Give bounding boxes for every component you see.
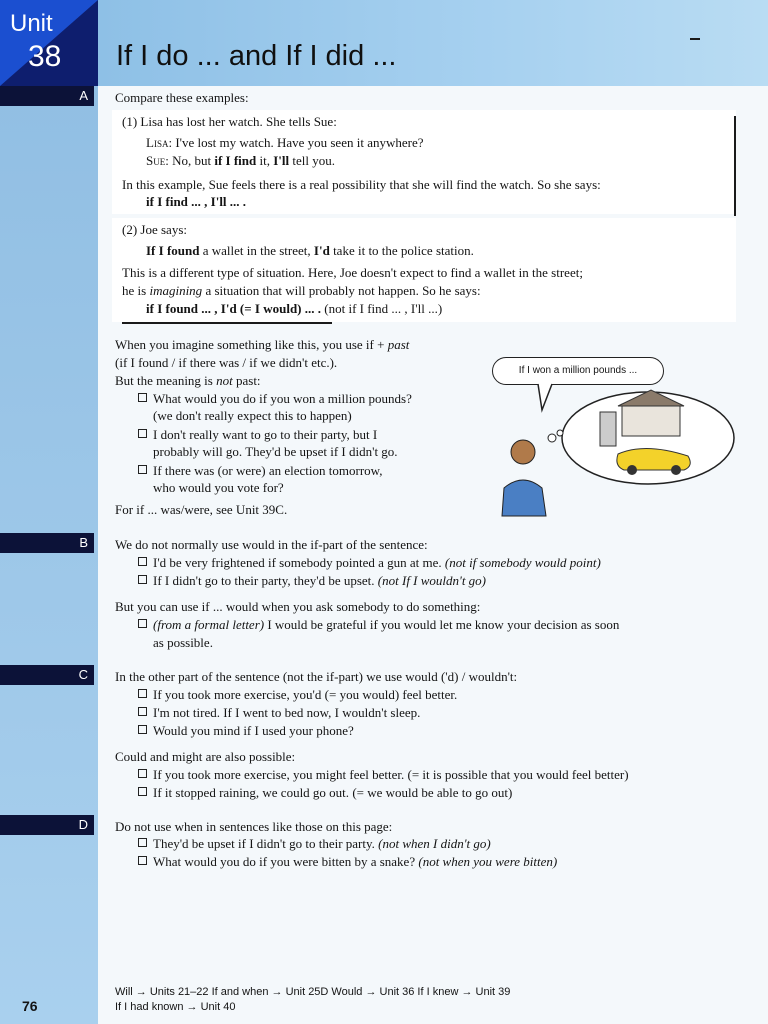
bulletA3-text: If there was (or were) an election tomorrow, <box>153 463 383 478</box>
bulletC5-text: If it stopped raining, we could go out. <box>153 785 350 800</box>
panel2-rule <box>122 322 332 324</box>
dialogue-lisa <box>146 134 424 152</box>
sue-bold2: I'll <box>273 153 290 168</box>
example1-explain: In this example, Sue feels there is a real possibility that she will find the watch. So she says: <box>122 177 601 192</box>
bullet-icon <box>138 856 147 865</box>
bullet-icon <box>138 769 147 778</box>
see-also: For if ... was/were, see Unit 39C. <box>115 502 288 517</box>
past1-pre: When you imagine something like this, you use if + <box>115 337 388 352</box>
example2-label: (2) Joe says: <box>122 222 187 237</box>
bulletB3 <box>138 616 619 634</box>
section-label-d: D <box>0 815 94 835</box>
bulletB1-note: (not if somebody would point) <box>444 555 601 570</box>
bullet-icon <box>138 557 147 566</box>
bulletD2-text: What would you do if you were bitten by a snake? <box>153 854 416 869</box>
sidebar <box>0 0 98 1024</box>
bulletC5 <box>138 784 512 802</box>
bullet-icon <box>138 725 147 734</box>
cross-reference-line1: Will → Units 21–22 If and when → Unit 25D Would → Unit 36 If I knew → Unit 39 <box>115 986 511 998</box>
house-icon <box>622 404 680 436</box>
ex2e-i: imagining <box>149 283 203 298</box>
bulletD1 <box>138 835 491 853</box>
bulletA1-text: What would you do if you won a million pounds? <box>153 391 412 406</box>
ex2-pre: If I found <box>146 243 200 258</box>
thought-dot <box>557 430 563 436</box>
ex2e-pre: he is <box>122 283 150 298</box>
joe-head-icon <box>511 440 535 464</box>
sectionC-intro: In the other part of the sentence (not the if-part) we use would ('d) / wouldn't: <box>115 669 518 684</box>
sectionB-but: But you can use if ... would when you ask somebody to do something: <box>115 599 481 614</box>
ex2-not: (not if I find ... , I'll ...) <box>324 301 443 316</box>
gate-post-icon <box>600 412 616 446</box>
example2-pattern-line <box>146 300 442 318</box>
example1-pattern: if I find ... , I'll ... . <box>146 194 247 209</box>
past3-post: past: <box>232 373 261 388</box>
bulletB3-italic: (from a formal letter) <box>153 617 265 632</box>
bulletA2-cont: probably will go. They'd be upset if I didn't go. <box>153 444 398 459</box>
thought-dot <box>548 434 556 442</box>
bulletC4 <box>138 766 629 784</box>
bulletC5-note: (= we would be able to go out) <box>352 785 513 800</box>
bulletB2-text: If I didn't go to their party, they'd be upset. <box>153 573 375 588</box>
header-mark <box>690 38 700 40</box>
bulletD1-text: They'd be upset if I didn't go to their party. <box>153 836 375 851</box>
section-label-b: B <box>0 533 94 553</box>
bulletD2-note: (not when you were bitten) <box>418 854 558 869</box>
section-label-a: A <box>0 86 94 106</box>
bulletC2 <box>138 704 420 722</box>
sectionD-intro: Do not use when in sentences like those on this page: <box>115 819 393 834</box>
past3-i: not <box>216 373 233 388</box>
bulletC2-text: I'm not tired. If I went to bed now, I wouldn't sleep. <box>153 705 421 720</box>
bulletA2-text: I don't really want to go to their party, but I <box>153 427 378 442</box>
unit-badge <box>0 0 98 86</box>
lisa-line: I've lost my watch. Have you seen it anywhere? <box>175 135 424 150</box>
past-line2: (if I found / if there was / if we didn't etc.). <box>115 355 338 370</box>
illustration-daydream <box>490 382 750 522</box>
bulletC3 <box>138 722 354 740</box>
page-title: If I do ... and If I did ... <box>116 40 397 72</box>
dialogue-sue <box>146 152 335 170</box>
past1-i: past <box>387 337 410 352</box>
sectionC-could: Could and might are also possible: <box>115 749 296 764</box>
bulletC1 <box>138 686 457 704</box>
bulletB1 <box>138 554 601 572</box>
bullet-icon <box>138 689 147 698</box>
past-line3 <box>115 372 261 390</box>
bulletB2-note: (not If I wouldn't go) <box>377 573 487 588</box>
past-line1 <box>115 336 409 354</box>
ex2-pattern: if I found ... , I'd (= I would) ... . <box>146 301 322 316</box>
bulletD1-note: (not when I didn't go) <box>378 836 491 851</box>
example2-explain1: This is a different type of situation. Here, Joe doesn't expect to find a wallet in the street; <box>122 265 583 280</box>
section-label-c: C <box>0 665 94 685</box>
cross-reference-line2: If I had known → Unit 40 <box>115 1001 236 1013</box>
example1-label: (1) Lisa has lost her watch. She tells Sue: <box>122 114 337 129</box>
ex2-post: take it to the police station. <box>329 243 474 258</box>
bulletD2 <box>138 853 557 871</box>
ex2-bold: I'd <box>313 243 330 258</box>
example2-explain2 <box>122 282 481 300</box>
bulletA1 <box>138 390 412 408</box>
speaker-sue: Sue: <box>146 153 169 168</box>
bullet-icon <box>138 838 147 847</box>
joe-body-icon <box>502 480 546 516</box>
bullet-icon <box>138 575 147 584</box>
bulletC1-text: If you took more exercise, you'd (= you would) feel better. <box>153 687 458 702</box>
bullet-icon <box>138 429 147 438</box>
past3-pre: But the meaning is <box>115 373 217 388</box>
panel1-rule <box>734 116 736 216</box>
example2-sentence <box>146 242 474 260</box>
bulletC4-note: (= it is possible that you would feel better) <box>407 767 629 782</box>
sue-pre: No, but <box>172 153 215 168</box>
bulletB2 <box>138 572 486 590</box>
bulletC3-text: Would you mind if I used your phone? <box>153 723 354 738</box>
unit-number: 38 <box>28 40 62 73</box>
sue-post: tell you. <box>289 153 335 168</box>
bulletB3-cont: as possible. <box>153 635 213 650</box>
speech-bubble: If I won a million pounds ... <box>492 357 664 385</box>
unit-word: Unit <box>10 10 53 37</box>
sue-bold: if I find <box>214 153 257 168</box>
ex2e-post: a situation that will probably not happen. So he says: <box>202 283 481 298</box>
wheel-icon <box>671 465 681 475</box>
bullet-icon <box>138 619 147 628</box>
sectionA-intro: Compare these examples: <box>115 90 249 105</box>
wheel-icon <box>627 465 637 475</box>
sue-mid: it, <box>256 153 274 168</box>
bulletA1-cont: (we don't really expect this to happen) <box>153 408 352 423</box>
sectionB-intro: We do not normally use would in the if-part of the sentence: <box>115 537 428 552</box>
bulletB3-text: I would be grateful if you would let me know your decision as soon <box>264 617 620 632</box>
page-number: 76 <box>22 998 38 1014</box>
bullet-icon <box>138 465 147 474</box>
speaker-lisa: Lisa: <box>146 135 173 150</box>
ex2-mid: a wallet in the street, <box>199 243 314 258</box>
bullet-icon <box>138 787 147 796</box>
bulletB1-text: I'd be very frightened if somebody pointed a gun at me. <box>153 555 442 570</box>
bubble-tail <box>538 384 552 410</box>
bulletC4-text: If you took more exercise, you might feel better. <box>153 767 405 782</box>
bullet-icon <box>138 707 147 716</box>
bullet-icon <box>138 393 147 402</box>
bulletA3-cont: who would you vote for? <box>153 480 284 495</box>
bulletA3 <box>138 462 382 480</box>
bulletA2 <box>138 426 377 444</box>
